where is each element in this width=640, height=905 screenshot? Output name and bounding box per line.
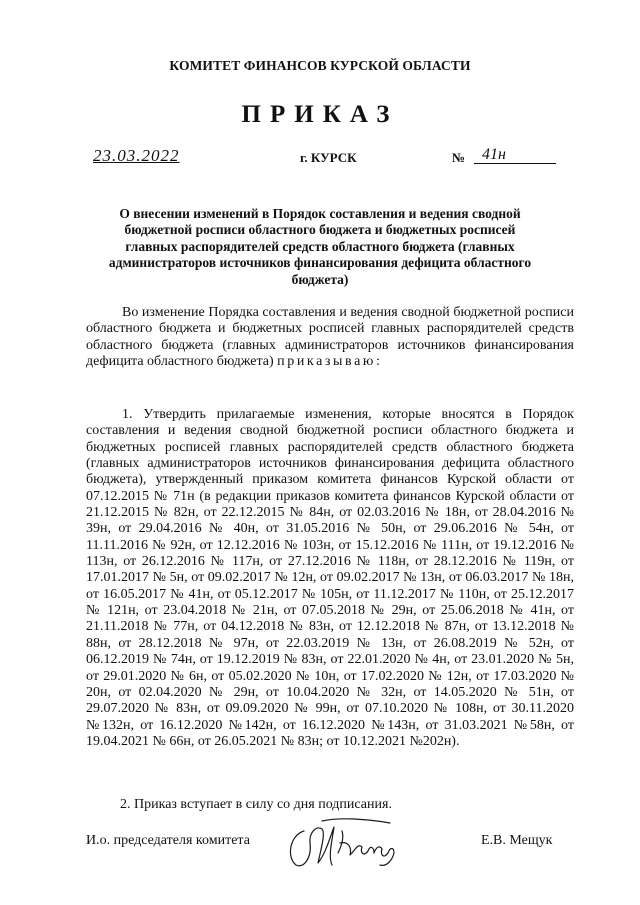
number-sign: № bbox=[452, 150, 466, 165]
order-word: приказываю: bbox=[277, 353, 383, 369]
signer-position: И.о. председателя комитета bbox=[86, 833, 250, 848]
signer-name: Е.В. Мещук bbox=[481, 833, 553, 848]
order-number: 41н bbox=[482, 146, 506, 163]
order-city: г. КУРСК bbox=[300, 150, 357, 165]
item-1-paragraph: 1. Утвердить прилагаемые изменения, которые вносятся в Порядок составления и ведения сводной бюджетной росписи областного бюджета и бюджетных росписей главных распорядителей средств областного бюджета (главных администраторов источников финансирования дефицита областного бюджета), утвержденный приказом комитета финансов Курской области от 07.12.2015 № 71н (в редакции приказов комитета финансов Курской области от 21.12.2015 № 82н, от 22.12.2015 № 84н, от 02.03.2016 № 18н, от 28.04.2016 № 39н, от 29.04.2016 № 40н, от 31.05.2016 № 50н, от 29.06.2016 № 54н, от 11.11.2016 № 92н, от 12.12.2016 № 103н, от 15.12.2016 № 111н, от 19.12.2016 № 113н, от 26.12.2016 № 117н, от 27.12.2016 № 118н, от 28.12.2016 № 119н, от 17.01.2017 № 5н, от 09.02.2017 № 12н, от 09.02.2017 № 13н, от 06.03.2017 № 18н, от 16.05.2017 № 41н, от 05.12.2017 № 105н, от 11.12.2017 № 110н, от 25.12.2017 № 121н, от 23.04.2018 № 21н, от 07.05.2018 № 29н, от 25.06.2018 № 41н, от 21.11.2018 № 77н, от 04.12.2018 № 83н, от 12.12.2018 № 87н, от 13.12.2018 № 88н, от 28.12.2018 № 97н, от 22.03.2019 № 13н, от 26.08.2019 № 52н, от 06.12.2019 № 74н, от 19.12.2019 № 83н, от 22.01.2020 № 4н, от 23.01.2020 № 5н, от 29.01.2020 № 6н, от 05.02.2020 № 10н, от 17.02.2020 № 12н, от 17.03.2020 № 20н, от 02.04.2020 № 29н, от 10.04.2020 № 32н, от 14.05.2020 № 51н, от 29.07.2020 № 83н, от 09.09.2020 № 99н, от 07.10.2020 № 108н, от 30.11.2020 №132н, от 16.12.2020 №142н, от 16.12.2020 №143н, от 31.03.2021 №58н, от 19.04.2021 № 66н, от 26.05.2021 № 83н; от 10.12.2021 №202н). bbox=[86, 407, 574, 749]
order-title: О внесении изменений в Порядок составления и ведения сводной бюджетной росписи областного бюджета и бюджетных росписей главных распорядителей средств областного бюджета (главных администраторов источников финансирования дефицита областного бюджета) bbox=[108, 206, 532, 287]
signature-block bbox=[0, 833, 640, 883]
preamble-text: Во изменение Порядка составления и ведения сводной бюджетной росписи областного бюджета и бюджетных росписей главных распорядителей средств областного бюджета (главных администраторов источников финансирования дефицита областного бюджета) bbox=[86, 305, 574, 369]
preamble-paragraph bbox=[86, 305, 574, 370]
committee-heading: КОМИТЕТ ФИНАНСОВ КУРСКОЙ ОБЛАСТИ bbox=[169, 58, 471, 73]
item-2-paragraph: 2. Приказ вступает в силу со дня подписания. bbox=[120, 797, 392, 812]
order-meta-row bbox=[0, 146, 640, 168]
order-date: 23.03.2022 bbox=[93, 146, 180, 165]
handwritten-signature-icon bbox=[282, 813, 412, 873]
document-type: ПРИКАЗ bbox=[241, 101, 399, 128]
